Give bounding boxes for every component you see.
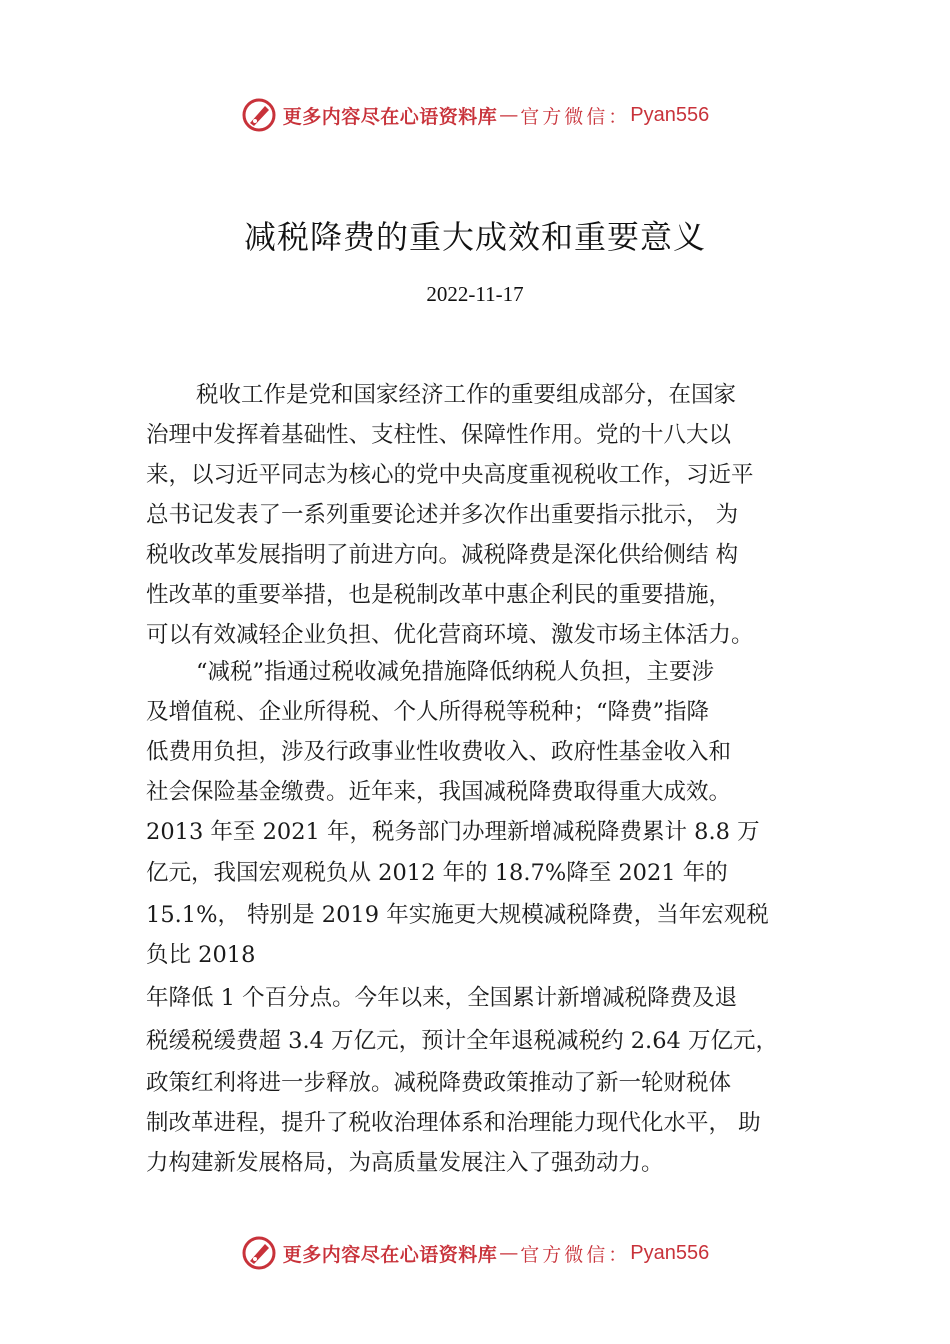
body-line: 可以有效减轻企业负担、优化营商环境、激发市场主体活力。 xyxy=(146,622,754,648)
body-line: 性改革的重要举措，也是税制改革中惠企利民的重要措施， xyxy=(146,582,732,608)
pen-nib-logo-icon xyxy=(241,97,277,133)
body-line: 低费用负担，涉及行政事业性收费收入、政府性基金收入和 xyxy=(146,739,732,765)
wechat-label: 官方微信： xyxy=(520,1243,631,1266)
body-line: 负比 2018 xyxy=(146,942,256,968)
body-line: 税收工作是党和国家经济工作的重要组成部分，在国家 xyxy=(196,382,737,408)
body-line: 税缓税缓费超 3.4 万亿元，预计全年退税减税约 2.64 万亿元， xyxy=(146,1028,778,1054)
body-line: 税收改革发展指明了前进方向。减税降费是深化供给侧结 构 xyxy=(146,542,739,568)
header-brand-banner xyxy=(0,95,950,135)
body-line: 2013 年至 2021 年，税务部门办理新增减税降费累计 8.8 万 xyxy=(146,819,760,845)
body-line: 社会保险基金缴费。近年来，我国减税降费取得重大成效。 xyxy=(146,779,732,805)
body-line: 15.1%， 特别是 2019 年实施更大规模减税降费，当年宏观税 xyxy=(146,902,769,928)
body-line: 及增值税、企业所得税、个人所得税等税种；“降费”指降 xyxy=(146,699,710,725)
brand-separator: — xyxy=(499,104,519,126)
body-line: 总书记发表了一系列重要论述并多次作出重要指示批示， 为 xyxy=(146,502,739,528)
wechat-id: Pyan556 xyxy=(630,103,710,126)
article-title: 减税降费的重大成效和重要意义 xyxy=(243,218,706,256)
body-line: 年降低 1 个百分点。今年以来，全国累计新增减税降费及退 xyxy=(146,985,738,1011)
brand-separator: — xyxy=(499,1242,519,1264)
body-line: 制改革进程，提升了税收治理体系和治理能力现代化水平， 助 xyxy=(146,1110,761,1136)
wechat-label: 官方微信： xyxy=(520,105,631,128)
body-line: 治理中发挥着基础性、支柱性、保障性作用。党的十八大以 xyxy=(146,422,732,448)
brand-text: 更多内容尽在心语资料库 xyxy=(282,105,498,128)
footer-brand-banner xyxy=(0,1233,950,1273)
brand-text: 更多内容尽在心语资料库 xyxy=(282,1243,498,1266)
body-line: 亿元，我国宏观税负从 2012 年的 18.7%降至 2021 年的 xyxy=(146,860,728,886)
article-date: 2022-11-17 xyxy=(426,282,524,306)
pen-nib-logo-icon xyxy=(241,1235,277,1271)
body-line: “减税”指通过税收减免措施降低纳税人负担，主要涉 xyxy=(196,659,715,685)
body-line: 力构建新发展格局，为高质量发展注入了强劲动力。 xyxy=(146,1150,664,1176)
body-line: 来，以习近平同志为核心的党中央高度重视税收工作，习近平 xyxy=(146,462,754,488)
wechat-id: Pyan556 xyxy=(630,1241,710,1264)
body-line: 政策红利将进一步释放。减税降费政策推动了新一轮财税体 xyxy=(146,1070,732,1096)
